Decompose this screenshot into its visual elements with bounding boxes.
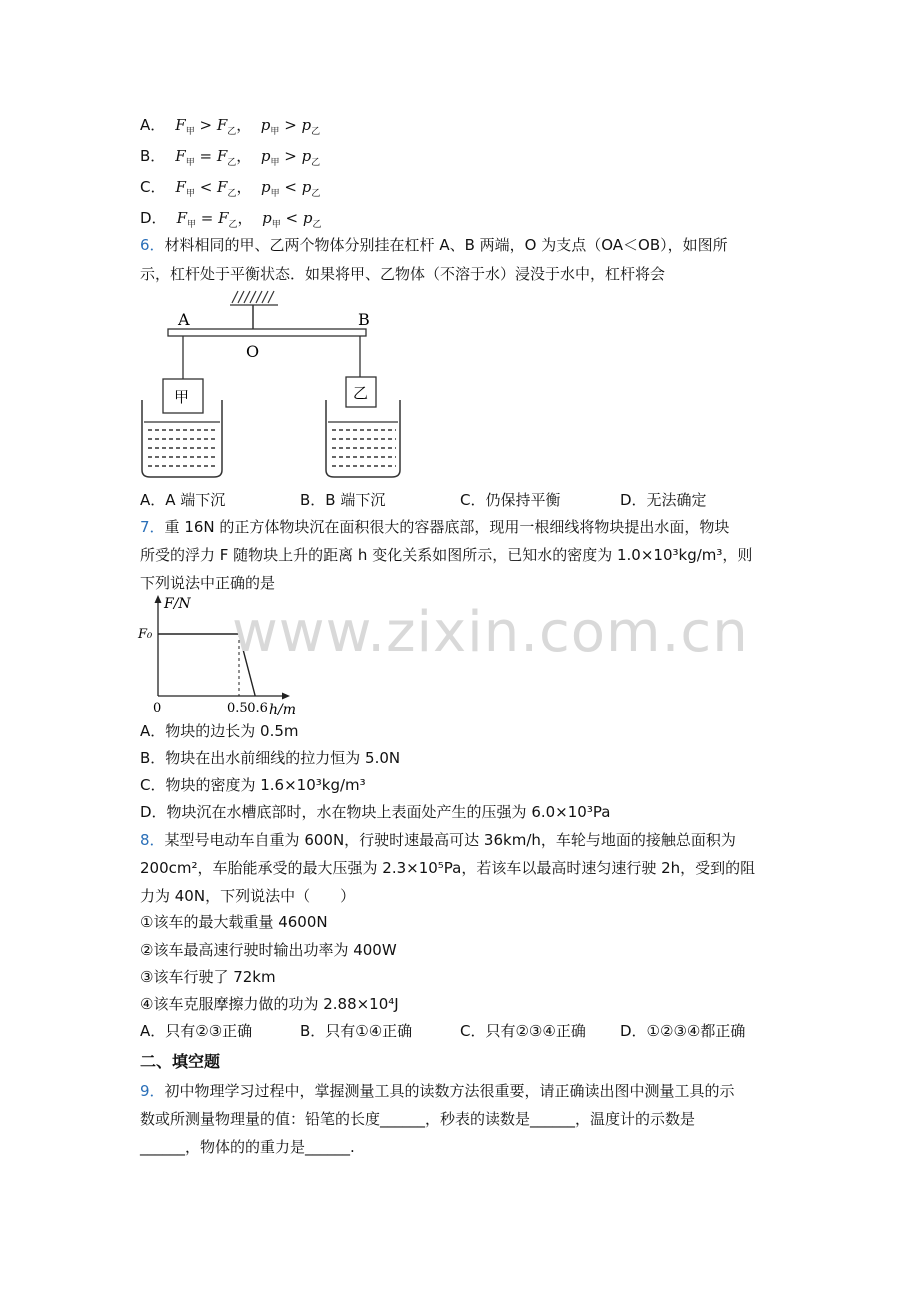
label-A: A	[178, 310, 190, 329]
x-tick-label-0: 0.5	[227, 701, 248, 716]
subscript: 甲	[270, 189, 280, 199]
q8-option-b: B．只有①④正确	[300, 1022, 413, 1040]
origin-label: 0	[153, 701, 162, 716]
operator: <	[280, 209, 303, 227]
q5-option-c	[140, 177, 320, 204]
y-axis-arrow	[155, 595, 162, 603]
right-water	[332, 430, 396, 466]
pressure-symbol: p	[260, 116, 271, 134]
operator: <	[279, 178, 302, 196]
q8-option-a: A．只有②③正确	[140, 1022, 253, 1040]
q9-line1	[140, 1081, 735, 1101]
force-symbol: F	[175, 147, 186, 165]
operator: <	[194, 178, 218, 196]
q7-option-d: D．物块沉在水槽底部时，水在物块上表面处产生的压强为 6.0×10³Pa	[140, 803, 611, 821]
subscript: 甲	[270, 158, 280, 168]
label-B: B	[358, 310, 370, 329]
q8-line2: 200cm²，车胎能承受的最大压强为 2.3×10⁵Pa，若该车以最高时速匀速行驶 2h，受到的阻	[140, 859, 756, 877]
force-symbol: F	[176, 209, 187, 227]
q7-line2: 所受的浮力 F 随物块上升的距离 h 变化关系如图所示，已知水的密度为 1.0×10³kg/m³，则	[140, 546, 753, 564]
q6-line1	[140, 235, 728, 255]
block-yi-label: 乙	[353, 384, 369, 402]
subscript: 乙	[228, 220, 238, 230]
q5-option-d	[140, 208, 321, 235]
label-O: O	[246, 342, 260, 361]
subscript: 乙	[227, 189, 237, 199]
q8-text1: 某型号电动车自重为 600N，行驶时速最高可达 36km/h，车轮与地面的接触总面积为	[164, 831, 736, 849]
q6-option-a: A．A 端下沉	[140, 491, 226, 509]
option-label: A．	[140, 116, 166, 134]
option-label: B．	[140, 147, 166, 165]
ceiling-hatch	[230, 291, 278, 305]
operator: >	[279, 116, 302, 134]
subscript: 甲	[270, 127, 280, 137]
option-label: D．	[140, 209, 167, 227]
q6-option-b: B．B 端下沉	[300, 491, 386, 509]
q6-text1: 材料相同的甲、乙两个物体分别挂在杠杆 A、B 两端，O 为支点（OA＜OB），如图所	[164, 236, 728, 254]
q8-item-2: ②该车最高速行驶时输出功率为 400W	[140, 941, 397, 959]
q7-option-c: C．物块的密度为 1.6×10³kg/m³	[140, 776, 366, 794]
y-tick-label: F₀	[138, 627, 153, 642]
q7-line1	[140, 517, 729, 537]
operator: >	[194, 116, 217, 134]
subscript: 乙	[311, 158, 321, 168]
q8-item-1: ①该车的最大载重量 4600N	[140, 913, 328, 931]
formula: $F_甲 = F_乙$， $p_甲 < p_乙$	[176, 209, 322, 230]
q6-option-c: C．仍保持平衡	[460, 491, 561, 509]
q8-number: 8．	[140, 831, 165, 849]
q9-line2: 数或所测量物理量的值：铅笔的长度______，秒表的读数是______，温度计的示数是	[140, 1110, 696, 1128]
subscript: 乙	[227, 127, 237, 137]
subscript: 甲	[185, 158, 195, 168]
formula: $F_甲 < F_乙$， $p_甲 < p_乙$	[175, 178, 321, 199]
pressure-symbol: p	[261, 178, 271, 196]
q5-option-a	[140, 115, 320, 142]
pressure-symbol: p	[301, 147, 312, 165]
operator: =	[196, 209, 219, 227]
q8-option-c: C．只有②③④正确	[460, 1022, 586, 1040]
force-symbol: F	[175, 178, 186, 196]
subscript: 乙	[311, 189, 321, 199]
force-symbol: F	[216, 147, 228, 165]
subscript: 乙	[227, 158, 237, 168]
q7-text1: 重 16N 的正方体物块沉在面积很大的容器底部，现用一根细线将物块提出水面，物块	[164, 518, 730, 536]
q8-item-3: ③该车行驶了 72km	[140, 968, 276, 986]
subscript: 甲	[185, 127, 195, 137]
pressure-symbol: p	[262, 209, 272, 227]
pressure-symbol: p	[301, 116, 312, 134]
option-label: C．	[140, 178, 166, 196]
q8-item-4: ④该车克服摩擦力做的功为 2.88×10⁴J	[140, 995, 399, 1013]
pressure-symbol: p	[301, 178, 312, 196]
operator: >	[279, 147, 302, 165]
q9-line3: ______，物体的的重力是______.	[140, 1138, 355, 1156]
q8-line1	[140, 830, 736, 850]
watermark: www.zixin.com.cn	[232, 600, 749, 665]
left-water	[148, 430, 218, 466]
q7-option-a: A．物块的边长为 0.5m	[140, 722, 299, 740]
q9-text1: 初中物理学习过程中，掌握测量工具的读数方法很重要，请正确读出图中测量工具的示	[164, 1082, 735, 1100]
block-jia-label: 甲	[174, 388, 190, 406]
section-title: 二、填空题	[140, 1052, 221, 1071]
q7-line3: 下列说法中正确的是	[140, 574, 276, 592]
q6-option-d: D．无法确定	[620, 491, 707, 509]
lever-bar	[168, 329, 366, 336]
subscript: 乙	[312, 220, 322, 230]
y-axis-label: F/N	[164, 596, 191, 612]
pressure-symbol: p	[302, 209, 313, 227]
q6-number: 6．	[140, 236, 165, 254]
subscript: 甲	[271, 220, 281, 230]
pressure-symbol: p	[260, 147, 271, 165]
q7-option-b: B．物块在出水前细线的拉力恒为 5.0N	[140, 749, 401, 767]
subscript: 甲	[186, 220, 196, 230]
q8-line3: 力为 40N，下列说法中（ ）	[140, 887, 356, 905]
x-tick-label-1: 0.6	[247, 701, 268, 716]
x-axis-arrow	[282, 693, 290, 700]
subscript: 乙	[311, 127, 321, 137]
q9-number: 9．	[140, 1082, 165, 1100]
force-symbol: F	[216, 116, 228, 134]
q8-option-d: D．①②③④都正确	[620, 1022, 746, 1040]
subscript: 甲	[185, 189, 195, 199]
force-symbol: F	[217, 178, 228, 196]
force-symbol: F	[175, 116, 186, 134]
x-axis-label: h/m	[269, 702, 297, 717]
lever-figure	[138, 285, 413, 480]
q7-number: 7．	[140, 518, 165, 536]
force-symbol: F	[218, 209, 229, 227]
q6-line2: 示，杠杆处于平衡状态．如果将甲、乙物体（不溶于水）浸没于水中，杠杆将会	[140, 265, 666, 283]
formula: $F_甲 = F_乙$， $p_甲 > p_乙$	[175, 147, 321, 168]
formula: $F_甲 > F_乙$， $p_甲 > p_乙$	[175, 116, 321, 137]
q5-option-b	[140, 146, 320, 173]
operator: =	[194, 147, 217, 165]
